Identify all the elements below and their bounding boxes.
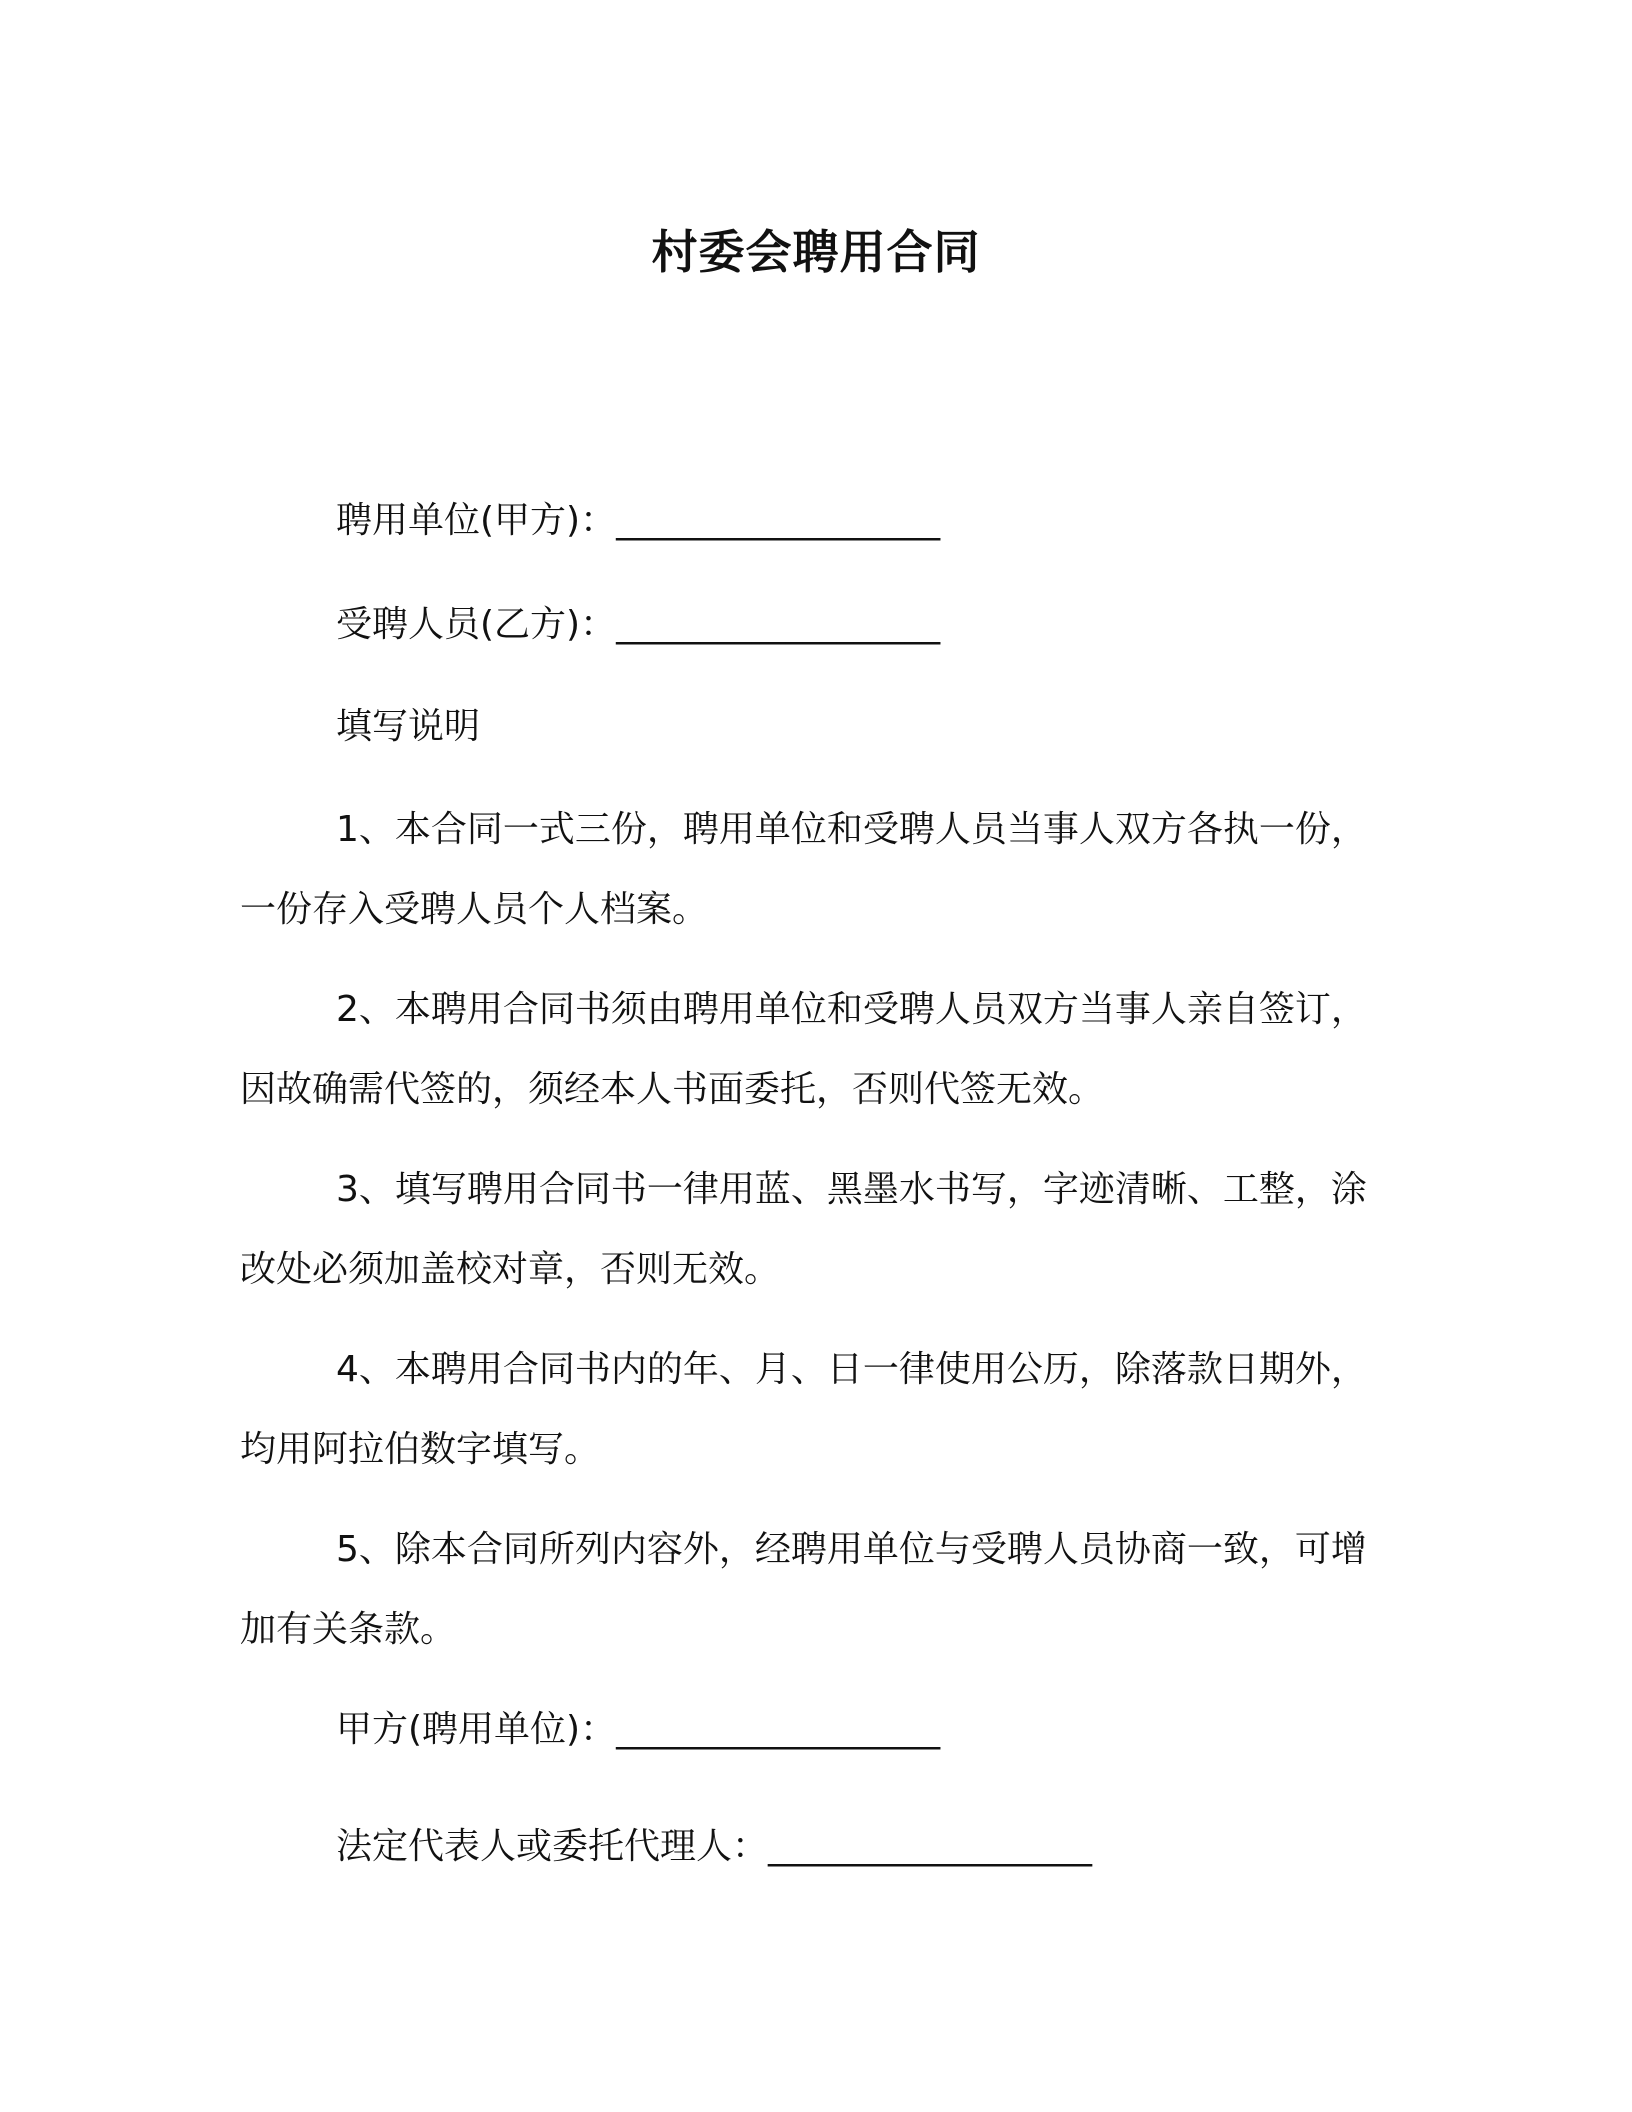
employee-label: 受聘人员(乙方)： bbox=[336, 604, 617, 645]
party-a-signature-field bbox=[336, 1705, 939, 1755]
instruction-item-1 bbox=[240, 790, 1390, 950]
instruction-item-5 bbox=[240, 1510, 1390, 1670]
instruction-item-3 bbox=[240, 1150, 1390, 1310]
employer-field bbox=[336, 496, 939, 546]
employee-blank-line: ___________________ bbox=[616, 604, 940, 645]
instruction-text: 1、本合同一式三份，聘用单位和受聘人员当事人双方各执一份，一份存入受聘人员个人档案。 bbox=[240, 809, 1367, 930]
instruction-text: 5、除本合同所列内容外，经聘用单位与受聘人员协商一致，可增加有关条款。 bbox=[240, 1529, 1367, 1650]
party-a-label: 甲方(聘用单位)： bbox=[336, 1709, 617, 1750]
employer-blank-line: ___________________ bbox=[616, 500, 940, 541]
employee-field bbox=[336, 600, 939, 650]
party-a-blank-line: ___________________ bbox=[616, 1709, 940, 1750]
instruction-text: 4、本聘用合同书内的年、月、日一律使用公历，除落款日期外，均用阿拉伯数字填写。 bbox=[240, 1349, 1367, 1470]
instruction-text: 3、填写聘用合同书一律用蓝、黑墨水书写，字迹清晰、工整，涂改处必须加盖校对章，否则无效。 bbox=[240, 1169, 1367, 1290]
employer-label: 聘用单位(甲方)： bbox=[336, 500, 617, 541]
document-title: 村委会聘用合同 bbox=[651, 225, 981, 279]
instruction-item-2 bbox=[240, 970, 1390, 1130]
instruction-text: 2、本聘用合同书须由聘用单位和受聘人员双方当事人亲自签订，因故确需代签的，须经本人书面委托，否则代签无效。 bbox=[240, 989, 1367, 1110]
instructions-heading: 填写说明 bbox=[336, 706, 481, 747]
representative-signature-field bbox=[336, 1822, 1091, 1872]
instruction-item-4 bbox=[240, 1330, 1390, 1490]
representative-label: 法定代表人或委托代理人： bbox=[336, 1826, 769, 1867]
representative-blank-line: ___________________ bbox=[768, 1826, 1092, 1867]
